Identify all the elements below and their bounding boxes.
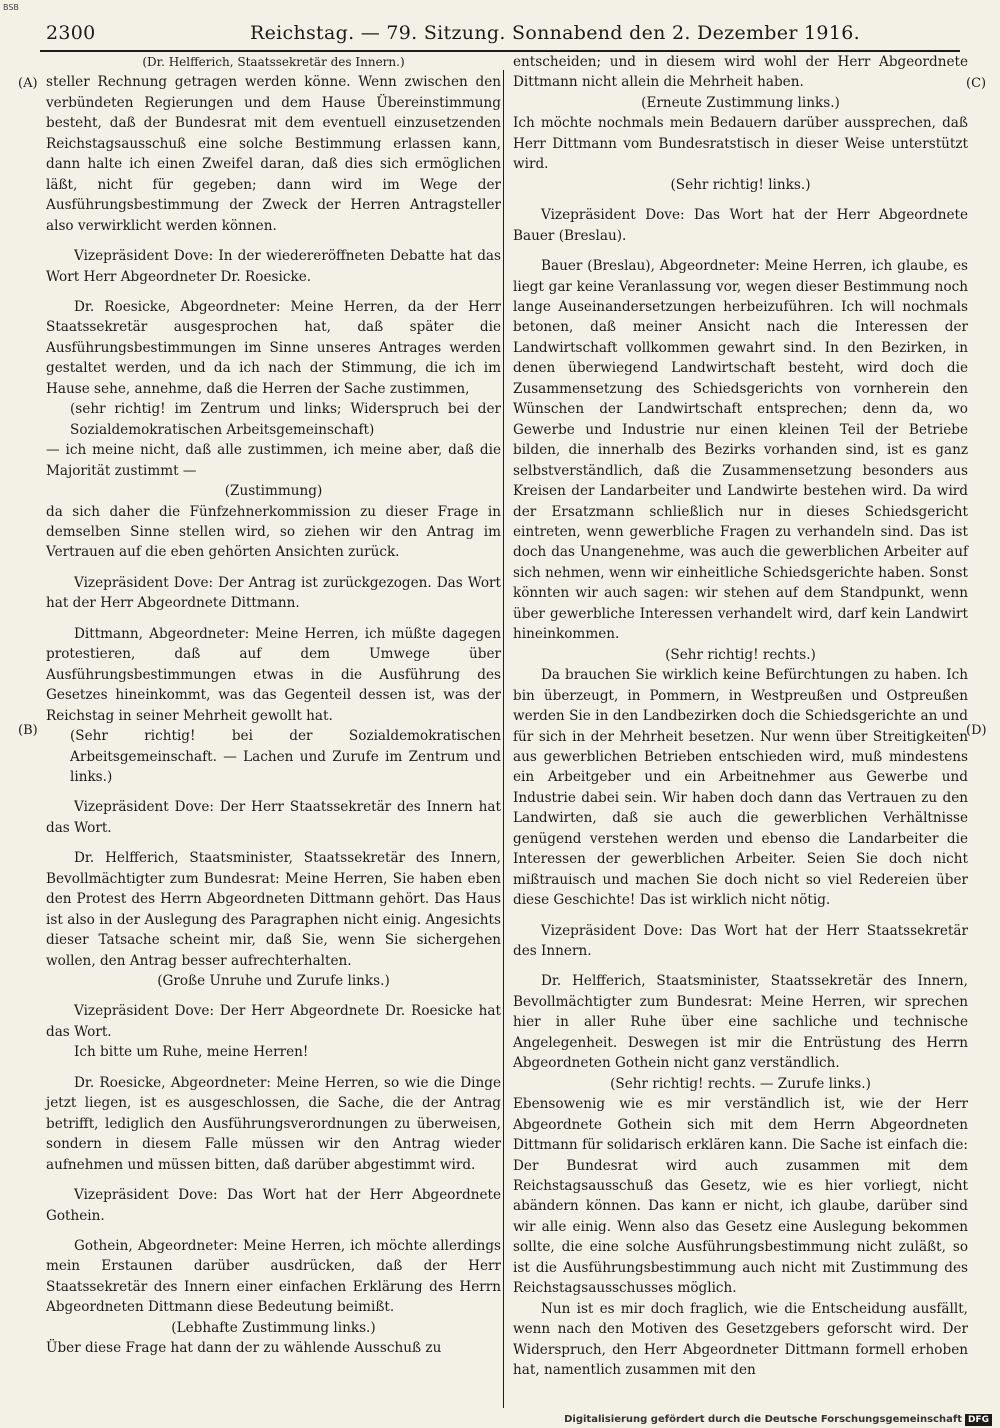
paragraph: Vizepräsident Dove: Der Herr Abgeordnete Dr. Roesicke hat das Wort.	[46, 1003, 501, 1040]
interjection: (Zustimmung)	[224, 483, 323, 500]
margin-marker-c: (C)	[966, 76, 987, 91]
interjection: (Erneute Zustimmung links.)	[641, 94, 840, 111]
running-speaker-note: (Dr. Helfferich, Staatssekretär des Innern.)	[142, 55, 405, 69]
paragraph: — ich meine nicht, daß alle zustimmen, ich meine aber, daß die Majorität zustimmt —	[46, 442, 501, 479]
interjection: (Lebhafte Zustimmung links.)	[171, 1319, 376, 1336]
column-divider	[503, 70, 504, 1408]
interjection: (Sehr richtig! bei der Sozialdemokratischen Arbeitsgemeinschaft. — Lachen und Zurufe im Zentrum und links.)	[70, 728, 501, 785]
paragraph: Dittmann, Abgeordneter: Meine Herren, ich müßte dagegen protestieren, daß auf dem Umwege über Ausführungsbestimmungen etwas in die Ausführung des Gesetzes hineinkommt, was das Gegenteil dessen ist, was der Reichstag in seiner Mehrheit gewollt hat.	[46, 625, 501, 724]
paragraph: Dr. Helfferich, Staatsminister, Staatssekretär des Innern, Bevollmächtigter zum Bundesrat: Meine Herren, Sie haben eben den Protest des Herrn Abgeordneten Dittmann gehört. Das Haus ist also in der Auslegung des Paragraphen nicht einig. Angesichts dieser Tatsache scheint mir, daß Sie, wenn Sie sichergehen wollen, den Antrag besser aufrechterhalten.	[46, 850, 501, 969]
paragraph: da sich daher die Fünfzehnerkommission zu dieser Frage in demselben Sinne stellen wird, so ziehen wir den Antrag im Vertrauen auf die eben gehörten Ansichten zurück.	[46, 503, 501, 561]
interjection: (Sehr richtig! links.)	[670, 176, 811, 193]
margin-marker-d: (D)	[966, 723, 987, 738]
page-header	[40, 20, 960, 52]
paragraph: Vizepräsident Dove: Der Herr Staatssekretär des Innern hat das Wort.	[46, 799, 501, 836]
paragraph: Ebensowenig wie es mir verständlich ist, wie der Herr Abgeordnete Gothein sich mit dem Herrn Abgeordneten Dittmann für solidarisch erklären kann. Die Sache ist einfach die: Der Bundesrat wird auch zusammen mit dem Reichstagsausschuß das Gesetz, wie es hier vorliegt, nicht abändern können. Das kann er nicht, ich glaube, darüber sind wir alle einig. Wenn also das Gesetz eine Auslegung bekommen sollte, die eine solche Ausführungsbestimmung nicht zuläßt, so ist die Ausführungsbestimmung auch nicht mit Zustimmung des Reichstagsausschusses möglich.	[513, 1096, 968, 1297]
interjection: (Große Unruhe und Zurufe links.)	[157, 973, 390, 990]
paragraph: Gothein, Abgeordneter: Meine Herren, ich möchte allerdings mein Erstaunen darüber ausdrücken, daß der Herr Staatssekretär des Innern einer einfachen Erklärung des Herrn Abgeordneten Dittmann diese Bedeutung beimißt.	[46, 1238, 501, 1316]
paragraph: Ich möchte nochmals mein Bedauern darüber aussprechen, daß Herr Dittmann vom Bundesratstisch in dieser Weise unterstützt wird.	[513, 115, 968, 173]
paragraph: Ich bitte um Ruhe, meine Herren!	[74, 1044, 309, 1061]
paragraph: Über diese Frage hat dann der zu wählende Ausschuß zu	[46, 1340, 442, 1357]
paragraph: Vizepräsident Dove: In der wiedereröffneten Debatte hat das Wort Herr Abgeordneter Dr. Roesicke.	[46, 248, 501, 285]
paragraph: entscheiden; und in diesem wird wohl der Herr Abgeordnete Dittmann nicht allein die Mehrheit haben.	[513, 54, 968, 91]
interjection: (Sehr richtig! rechts. — Zurufe links.)	[610, 1075, 871, 1092]
library-stamp: BSB	[3, 3, 19, 12]
interjection: (sehr richtig! im Zentrum und links; Widerspruch bei der Sozialdemokratischen Arbeitsgemeinschaft)	[70, 401, 501, 438]
left-column	[46, 52, 501, 1359]
paragraph: Vizepräsident Dove: Der Antrag ist zurückgezogen. Das Wort hat der Herr Abgeordnete Dittmann.	[46, 574, 501, 612]
paragraph: Da brauchen Sie wirklich keine Befürchtungen zu haben. Ich bin überzeugt, in Pommern, in Westpreußen und Ostpreußen werden Sie in den Landbezirken doch die Schiedsgerichte an und für sich in der Mehrheit besetzen. Nur wenn über Streitigkeiten aus gewerblichen Betrieben entschieden wird, muß mindestens ein Arbeitgeber und ein Arbeitnehmer aus Gewerbe und Industrie dabei sein. Wir haben doch dann das Vertrauen zu den Landwirten, daß sie auch die gewerblichen Verhältnisse genügend verstehen werden und ebenso die Landarbeiter die Interessen der gewerblichen Arbeiter. Seien Sie doch nicht mißtrauisch und machen Sie doch nicht so viel Redereien über diese Geschichte! Das ist wirklich nicht nötig.	[513, 667, 968, 909]
paragraph: Dr. Roesicke, Abgeordneter: Meine Herren, da der Herr Staatssekretär ausgesprochen hat, daß später die Ausführungsbestimmungen im Sinne unseres Antrages werden gestaltet werden, und da ich nach der Stimmung, die ich im Hause sehe, annehme, daß die Herren der Sache zustimmen,	[46, 298, 501, 397]
right-column	[513, 52, 968, 1381]
page-number: 2300	[46, 22, 96, 44]
paragraph: Vizepräsident Dove: Das Wort hat der Herr Staatssekretär des Innern.	[513, 922, 968, 960]
paragraph: Vizepräsident Dove: Das Wort hat der Herr Abgeordnete Gothein.	[46, 1187, 501, 1224]
interjection: (Sehr richtig! rechts.)	[665, 646, 816, 663]
credit-text: Digitalisierung gefördert durch die Deutsche Forschungsgemeinschaft	[564, 1414, 962, 1425]
running-title: Reichstag. — 79. Sitzung. Sonnabend den 2. Dezember 1916.	[250, 22, 860, 44]
paragraph: Dr. Helfferich, Staatsminister, Staatssekretär des Innern, Bevollmächtigter zum Bundesrat: Meine Herren, wir sprechen hier in aller Ruhe über eine sachliche und technische Angelegenheit. Deswegen ist mir die Entrüstung des Herrn Abgeordneten Gothein nicht ganz verständlich.	[513, 973, 968, 1072]
dfg-logo: DFG	[965, 1414, 992, 1426]
paragraph: Dr. Roesicke, Abgeordneter: Meine Herren, so wie die Dinge jetzt liegen, ist es ausgeschlossen, die Sache, die der Antrag betrifft, lediglich den Ausführungsverordnungen zu überweisen, sondern in diesem Falle müssen wir den Antrag wieder aufnehmen und müssen bitten, daß darüber abgestimmt wird.	[46, 1074, 501, 1173]
margin-marker-b: (B)	[18, 723, 38, 738]
margin-marker-a: (A)	[18, 76, 38, 91]
paragraph: Vizepräsident Dove: Das Wort hat der Herr Abgeordnete Bauer (Breslau).	[513, 207, 968, 244]
paragraph: Bauer (Breslau), Abgeordneter: Meine Herren, ich glaube, es liegt gar keine Veranlassung vor, wegen dieser Bestimmung noch lange Auseinandersetzungen herbeizuführen. Ich will nochmals betonen, daß meiner Ansicht nach die Interessen der Landwirtschaft vollkommen gewahrt sind. In den Bezirken, in denen überwiegend Landwirtschaft besteht, wird doch die Zusammensetzung des Schiedsgerichts von vornherein den Wünschen der Landwirtschaft entsprechen; denn da, wo Gewerbe und Industrie nur einen kleinen Teil der Betriebe bilden, die innerhalb des Bezirks vorhanden sind, ist es ganz selbstverständlich, daß die Zusammensetzung besonders aus Kreisen der Landarbeiter und Landwirte bestehen wird. Da wird der Ersatzmann schließlich nur in dieses Schiedsgericht eintreten, wenn gewerbliche Fragen zu verhandeln sind. Das ist doch das Unangenehme, was auch die gewerblichen Arbeiter auf sich nehmen, wenn wir einheitliche Schiedsgerichte haben. Sonst könnten wir auch sagen: wir stehen auf dem Standpunkt, wenn über gewerbliche Interessen verhandelt wird, darf kein Landwirt hineinkommen.	[513, 258, 968, 643]
digitization-credit	[564, 1414, 992, 1426]
paragraph: Nun ist es mir doch fraglich, wie die Entscheidung ausfällt, wenn nach den Motiven des Gesetzgebers geforscht wird. Der Widerspruch, den Herr Abgeordneter Dittmann formell erhoben hat, namentlich zusammen mit den	[513, 1300, 968, 1379]
paragraph: steller Rechnung getragen werden könne. Wenn zwischen den verbündeten Regierungen und dem Hause Übereinstimmung besteht, daß der Bundesrat mit dem eventuell einzusetzenden Reichstagsausschuß eine solche Bestimmung erlassen kann, dann halte ich einen Zweifel daran, daß dies sich ermöglichen läßt, nicht für gegeben; dann wird im Wege der Ausführungsbestimmung der Zweck der Herren Antragsteller also verwirklicht werden können.	[46, 74, 501, 234]
